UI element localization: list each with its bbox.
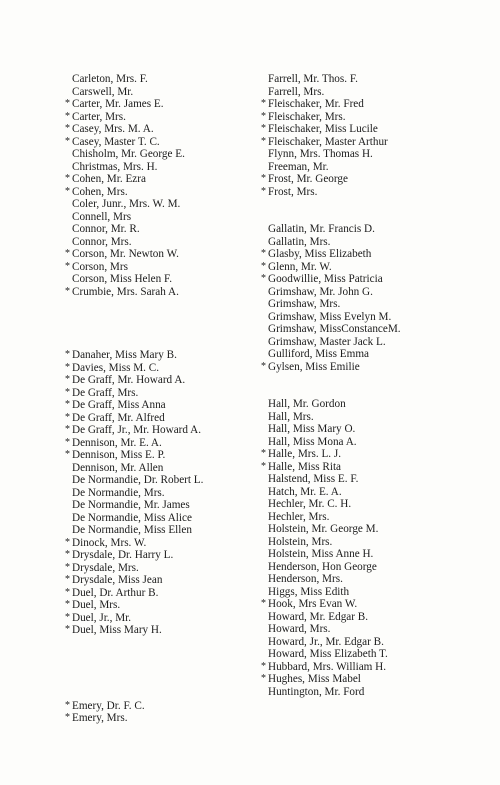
passenger-entry [258, 648, 458, 661]
passenger-entry [258, 486, 458, 499]
asterisk-mark: * [261, 185, 266, 197]
passenger-name: Hechler, Mr. C. H. [268, 498, 352, 510]
asterisk-mark: * [65, 110, 70, 122]
passenger-entry [62, 148, 252, 161]
name-group [258, 73, 458, 198]
passenger-entry [62, 612, 252, 625]
passenger-entry [62, 712, 252, 725]
section-gap [62, 637, 252, 700]
passenger-entry [258, 523, 458, 536]
passenger-entry [258, 173, 458, 186]
asterisk-mark: * [65, 185, 70, 197]
passenger-entry [258, 448, 458, 461]
passenger-entry [258, 123, 458, 136]
passenger-entry [258, 586, 458, 599]
passenger-name: Halle, Miss Rita [268, 460, 342, 473]
asterisk-mark: * [261, 598, 266, 609]
passenger-entry [258, 273, 458, 286]
passenger-name: Fleischaker, Master Arthur [268, 135, 388, 148]
passenger-entry [258, 298, 458, 311]
passenger-name: Duel, Dr. Arthur B. [72, 586, 159, 599]
passenger-entry [62, 161, 252, 174]
passenger-name: Farrell, Mr. Thos. F. [268, 73, 358, 85]
passenger-name: Hughes, Miss Mabel [268, 673, 361, 685]
passenger-name: De Graff, Mr. Howard A. [72, 374, 186, 386]
passenger-name: Freeman, Mr. [268, 160, 329, 173]
asterisk-mark: * [65, 260, 70, 272]
passenger-name: Halstend, Miss E. F. [268, 473, 359, 485]
passenger-name: Dennison, Miss E. P. [72, 449, 166, 461]
passenger-name: Casey, Master T. C. [72, 135, 160, 148]
passenger-entry [258, 661, 458, 674]
passenger-name: Holstein, Mrs. [268, 535, 333, 548]
passenger-name: De Graff, Mrs. [72, 386, 139, 399]
passenger-entry [62, 98, 252, 111]
passenger-entry [62, 587, 252, 600]
passenger-entry [62, 399, 252, 412]
name-group [258, 223, 458, 373]
asterisk-mark: * [65, 536, 70, 548]
asterisk-mark: * [65, 173, 70, 184]
passenger-name: Henderson, Mrs. [268, 573, 343, 585]
passenger-name: Gallatin, Mrs. [268, 235, 331, 248]
passenger-name: Holstein, Miss Anne H. [268, 548, 374, 560]
passenger-name: Frost, Mrs. [268, 185, 318, 198]
passenger-name: Henderson, Hon George [268, 560, 377, 573]
passenger-entry [62, 111, 252, 124]
asterisk-mark: * [65, 599, 70, 610]
asterisk-mark: * [65, 361, 70, 373]
passenger-entry [62, 424, 252, 437]
passenger-entry [258, 536, 458, 549]
passenger-entry [62, 223, 252, 236]
asterisk-mark: * [65, 411, 70, 423]
passenger-entry [258, 623, 458, 636]
passenger-name: Christmas, Mrs. H. [72, 160, 158, 173]
passenger-name: Hatch, Mr. E. A. [268, 485, 342, 498]
passenger-name: De Graff, Miss Anna [72, 399, 166, 411]
passenger-name: Hook, Mrs Evan W. [268, 598, 358, 610]
passenger-entry [258, 411, 458, 424]
passenger-name: Hubbard, Mrs. William H. [268, 660, 387, 673]
passenger-name: Carswell, Mr. [72, 85, 134, 98]
passenger-entry [258, 136, 458, 149]
passenger-name: Coler, Junr., Mrs. W. M. [72, 198, 181, 210]
passenger-entry [62, 524, 252, 537]
passenger-name: Grimshaw, MissConstanceM. [268, 323, 401, 335]
passenger-name: De Normandie, Miss Ellen [72, 524, 192, 536]
passenger-entry [62, 412, 252, 425]
passenger-name: Corson, Mrs [72, 260, 128, 273]
passenger-entry [258, 236, 458, 249]
passenger-name: Gylsen, Miss Emilie [268, 360, 360, 373]
passenger-name: Connell, Mrs [72, 210, 132, 223]
passenger-entry [258, 261, 458, 274]
passenger-entry [62, 86, 252, 99]
passenger-entry [62, 574, 252, 587]
asterisk-mark: * [261, 448, 266, 459]
right-column [258, 73, 458, 698]
passenger-name: Dinock, Mrs. W. [72, 536, 147, 549]
passenger-entry [258, 573, 458, 586]
passenger-name: Dennison, Mr. Allen [72, 461, 164, 474]
passenger-name: Fleischaker, Mr. Fred [268, 98, 364, 110]
section-gap [258, 198, 458, 223]
passenger-name: Flynn, Mrs. Thomas H. [268, 148, 373, 160]
passenger-name: Goodwillie, Miss Patricia [268, 273, 383, 285]
passenger-name: Farrell, Mrs. [268, 85, 325, 98]
passenger-entry [62, 374, 252, 387]
passenger-name: Drysdale, Dr. Harry L. [72, 549, 174, 561]
passenger-name: De Graff, Jr., Mr. Howard A. [72, 424, 202, 436]
passenger-name: Carter, Mr. James E. [72, 98, 164, 110]
passenger-entry [258, 398, 458, 411]
passenger-entry [258, 673, 458, 686]
passenger-entry [62, 449, 252, 462]
passenger-entry [258, 336, 458, 349]
asterisk-mark: * [65, 624, 70, 635]
passenger-name: Fleischaker, Miss Lucile [268, 123, 378, 135]
passenger-entry [62, 173, 252, 186]
passenger-entry [62, 599, 252, 612]
passenger-entry [62, 624, 252, 637]
passenger-name: Crumbie, Mrs. Sarah A. [72, 285, 179, 298]
passenger-entry [258, 311, 458, 324]
passenger-name: Huntington, Mr. Ford [268, 685, 365, 698]
name-group [62, 700, 252, 725]
asterisk-mark: * [261, 173, 266, 184]
passenger-entry [258, 323, 458, 336]
passenger-name: Carleton, Mrs. F. [72, 73, 148, 85]
asterisk-mark: * [65, 561, 70, 573]
passenger-name: Frost, Mr. George [268, 173, 348, 185]
passenger-entry [258, 361, 458, 374]
passenger-name: Duel, Mrs. [72, 599, 121, 611]
asterisk-mark: * [261, 248, 266, 259]
passenger-name: Grimshaw, Master Jack L. [268, 335, 386, 348]
passenger-entry [62, 123, 252, 136]
passenger-entry [258, 686, 458, 699]
passenger-entry [258, 436, 458, 449]
passenger-name: Danaher, Miss Mary B. [72, 349, 177, 361]
asterisk-mark: * [65, 248, 70, 259]
passenger-entry [258, 348, 458, 361]
passenger-name: Duel, Miss Mary H. [72, 624, 162, 636]
passenger-entry [258, 636, 458, 649]
asterisk-mark: * [261, 273, 266, 284]
passenger-entry [62, 387, 252, 400]
section-gap [258, 373, 458, 398]
passenger-name: De Graff, Mr. Alfred [72, 411, 165, 424]
passenger-name: Gallatin, Mr. Francis D. [268, 223, 375, 235]
asterisk-mark: * [261, 360, 266, 372]
passenger-name: Gulliford, Miss Emma [268, 348, 369, 360]
passenger-name: De Normandie, Mrs. [72, 486, 165, 499]
passenger-entry [62, 437, 252, 450]
passenger-name: Fleischaker, Mrs. [268, 110, 346, 123]
passenger-name: Glasby, Miss Elizabeth [268, 248, 372, 260]
asterisk-mark: * [261, 260, 266, 272]
passenger-name: Emery, Dr. F. C. [72, 699, 145, 712]
asterisk-mark: * [65, 549, 70, 560]
passenger-entry [62, 700, 252, 713]
passenger-name: Howard, Miss Elizabeth T. [268, 648, 388, 660]
passenger-name: De Normandie, Dr. Robert L. [72, 474, 204, 486]
asterisk-mark: * [65, 349, 70, 360]
asterisk-mark: * [65, 586, 70, 598]
passenger-entry [258, 286, 458, 299]
passenger-name: Hall, Mrs. [268, 410, 314, 423]
passenger-name: Hall, Miss Mona A. [268, 435, 357, 448]
passenger-entry [258, 98, 458, 111]
passenger-name: Emery, Mrs. [72, 712, 128, 724]
passenger-entry [258, 511, 458, 524]
passenger-name: Connor, Mrs. [72, 235, 132, 248]
passenger-entry [258, 111, 458, 124]
asterisk-mark: * [65, 436, 70, 448]
passenger-entry [62, 73, 252, 86]
passenger-name: Grimshaw, Mr. John G. [268, 285, 373, 298]
passenger-entry [258, 611, 458, 624]
passenger-name: Hall, Miss Mary O. [268, 423, 356, 435]
passenger-entry [258, 248, 458, 261]
passenger-name: De Normandie, Miss Alice [72, 511, 192, 524]
passenger-entry [62, 136, 252, 149]
passenger-name: Duel, Jr., Mr. [72, 611, 132, 624]
passenger-name: Grimshaw, Mrs. [268, 298, 341, 310]
passenger-entry [258, 598, 458, 611]
asterisk-mark: * [261, 135, 266, 147]
passenger-name: Higgs, Miss Edith [268, 585, 350, 598]
asterisk-mark: * [65, 399, 70, 410]
passenger-name: Chisholm, Mr. George E. [72, 148, 185, 160]
passenger-entry [62, 349, 252, 362]
name-group [62, 73, 252, 298]
passenger-name: Hall, Mr. Gordon [268, 398, 346, 410]
asterisk-mark: * [65, 135, 70, 147]
passenger-name: Drysdale, Mrs. [72, 561, 139, 574]
passenger-name: Howard, Jr., Mr. Edgar B. [268, 635, 384, 648]
asterisk-mark: * [65, 611, 70, 623]
passenger-name: Howard, Mrs. [268, 623, 331, 635]
passenger-entry [62, 248, 252, 261]
passenger-entry [258, 548, 458, 561]
passenger-name: Halle, Mrs. L. J. [268, 448, 342, 460]
passenger-name: Davies, Miss M. C. [72, 361, 160, 374]
asterisk-mark: * [65, 449, 70, 460]
passenger-entry [62, 362, 252, 375]
passenger-entry [258, 423, 458, 436]
asterisk-mark: * [65, 574, 70, 585]
asterisk-mark: * [65, 98, 70, 109]
passenger-entry [62, 562, 252, 575]
passenger-name: Grimshaw, Miss Evelyn M. [268, 310, 392, 323]
passenger-name: Drysdale, Miss Jean [72, 574, 163, 586]
asterisk-mark: * [65, 712, 70, 723]
name-group [62, 349, 252, 637]
passenger-name: Casey, Mrs. M. A. [72, 123, 154, 135]
passenger-name: Howard, Mr. Edgar B. [268, 610, 369, 623]
passenger-entry [62, 462, 252, 475]
passenger-name: Corson, Miss Helen F. [72, 273, 173, 285]
asterisk-mark: * [261, 98, 266, 109]
passenger-name: Corson, Mr. Newton W. [72, 248, 179, 260]
asterisk-mark: * [65, 123, 70, 134]
passenger-name: Holstein, Mr. George M. [268, 523, 379, 535]
passenger-entry [258, 498, 458, 511]
passenger-name: Hechler, Mrs. [268, 510, 330, 523]
asterisk-mark: * [261, 110, 266, 122]
passenger-name: De Normandie, Mr. James [72, 499, 190, 511]
asterisk-mark: * [261, 123, 266, 134]
asterisk-mark: * [261, 673, 266, 684]
passenger-entry [62, 186, 252, 199]
passenger-name: Cohen, Mrs. [72, 185, 128, 198]
passenger-entry [62, 236, 252, 249]
passenger-entry [258, 73, 458, 86]
passenger-entry [62, 273, 252, 286]
left-column [62, 73, 252, 725]
asterisk-mark: * [65, 285, 70, 297]
asterisk-mark: * [65, 386, 70, 398]
passenger-entry [62, 549, 252, 562]
passenger-entry [62, 261, 252, 274]
asterisk-mark: * [65, 699, 70, 711]
passenger-entry [62, 198, 252, 211]
asterisk-mark: * [65, 374, 70, 385]
section-gap [62, 298, 252, 349]
passenger-entry [258, 148, 458, 161]
passenger-entry [258, 561, 458, 574]
passenger-name: Cohen, Mr. Ezra [72, 173, 146, 185]
passenger-entry [62, 537, 252, 550]
passenger-entry [258, 461, 458, 474]
passenger-entry [62, 487, 252, 500]
asterisk-mark: * [261, 660, 266, 672]
asterisk-mark: * [261, 460, 266, 472]
passenger-name: Connor, Mr. R. [72, 223, 140, 235]
passenger-entry [258, 223, 458, 236]
passenger-entry [258, 186, 458, 199]
passenger-entry [258, 86, 458, 99]
passenger-name: Carter, Mrs. [72, 110, 126, 123]
name-group [258, 398, 458, 698]
passenger-name: Glenn, Mr. W. [268, 260, 332, 273]
passenger-entry [62, 499, 252, 512]
passenger-entry [62, 211, 252, 224]
passenger-name: Dennison, Mr. E. A. [72, 436, 162, 449]
passenger-entry [258, 473, 458, 486]
passenger-entry [62, 474, 252, 487]
passenger-entry [62, 512, 252, 525]
passenger-entry [62, 286, 252, 299]
asterisk-mark: * [65, 424, 70, 435]
passenger-entry [258, 161, 458, 174]
